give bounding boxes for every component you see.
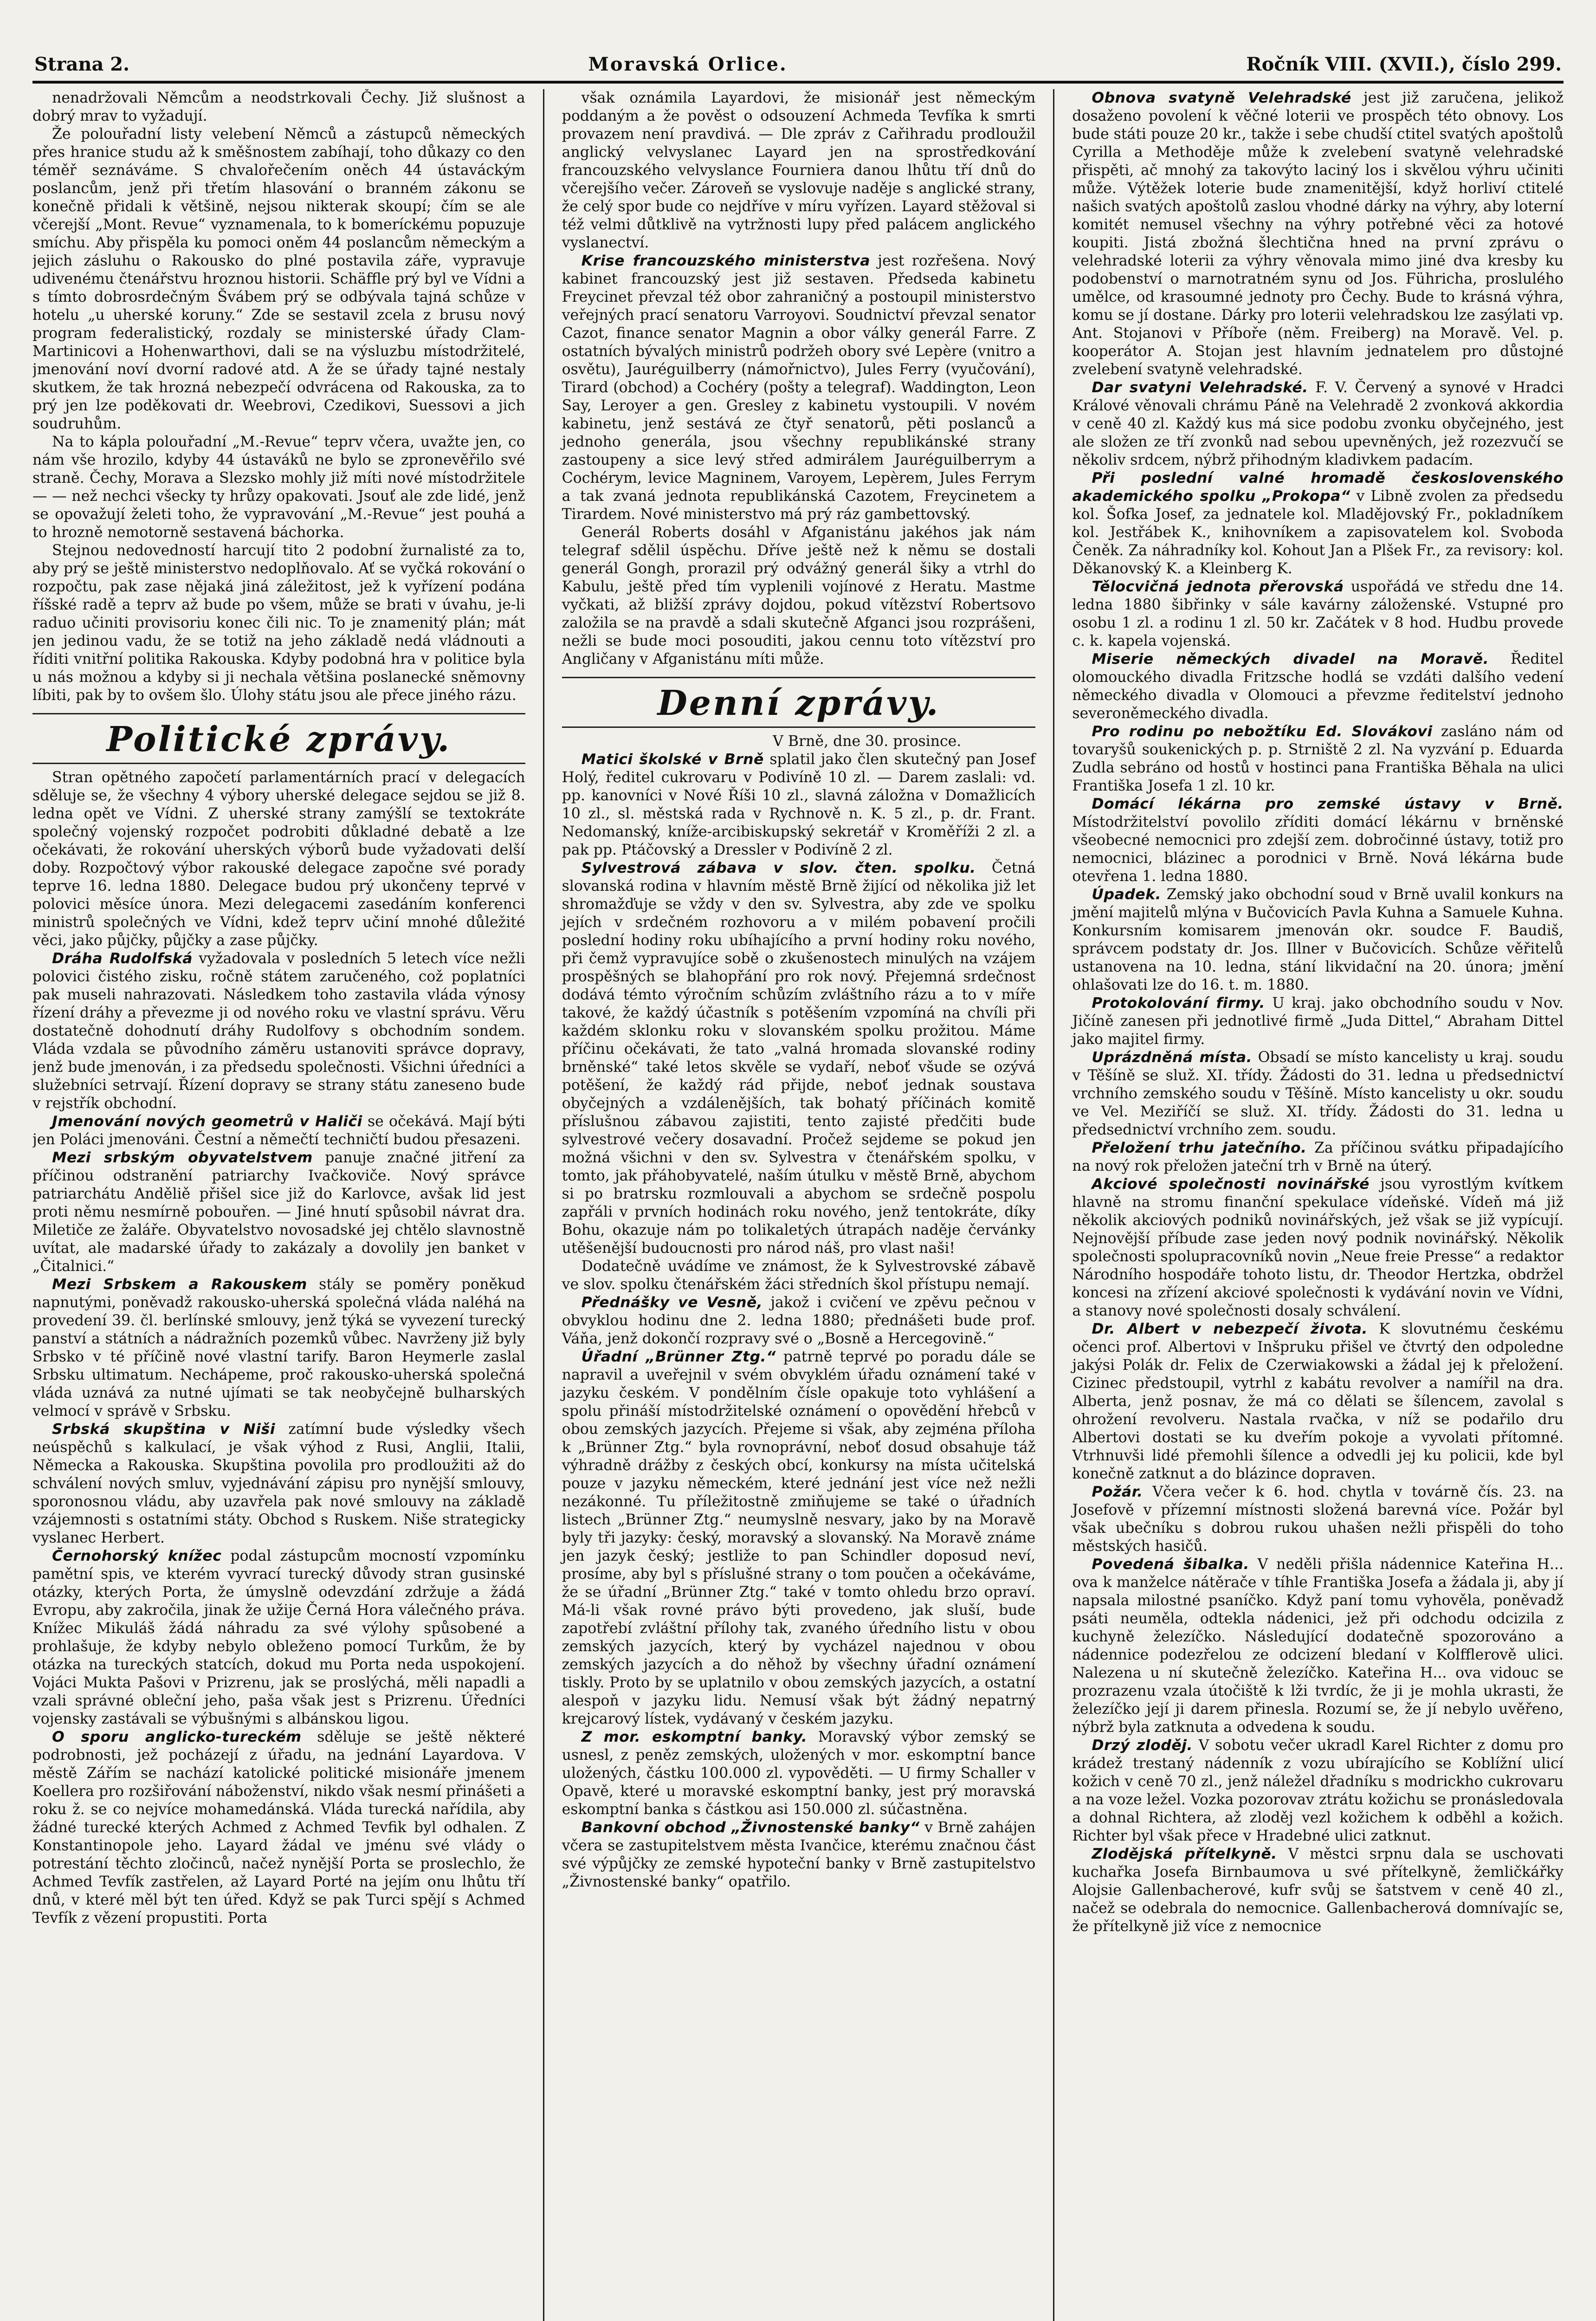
news-item-text: Četná slovanská rodina v hlavním městě Brně žijící od několika již let shromažďuje se vždy v den sv. Sylvestra, aby zde ve spolku jejích v srdečném rozhovoru a v milém pobavení pročili poslední hodiny roku ubíhajícího a první hodiny roku nového, při čemž vypravujíce sobě o zkušenostech minulých na vzájem prospěšných se blahopřání pro rok nový. Přejemná srdečnost dodává témto výročním schůzím zvláštního rázu a to v míře takové, že každý účastník s potěšením vzpomíná na chvíli při každém sklonku roku v slovanském spolku prožitou. Máme příčinu očekávati, že tato „valná hromada slovanské rodiny brněnské“ také letos skvěle se vydaří, neboť všude se ozývá potěšení, že každý rád přijde, neboť jednak soustava obyčejných a vzdálenějších, tak bohatý příčinách komitě příslušnou zábavou zajistiti, tento zajisté předčiti bude sylvestrové večery dosavadní. Pročež sejdeme se pokud jen možná všichni v den sv. Sylvestra v čtenářském spolku, v tomto, jak přáhobyvatelé, naším útulku v městě Brně, abychom si po bratrsku rozmlouvali a abychom se srdečně pospolu zapřáli v prvních hodinách roku nového, jenž tentokráte, díky Bohu, okazuje nám po tolikaletých útrapách naděje červánky utěšenější budoucnosti pro národ náš, pro vlast naši! <box>562 860 1036 1257</box>
paragraph: nenadržovali Němcům a neodstrkovali Čechy. Již slušnost a dobrý mrav to vyžadují. <box>32 90 525 124</box>
news-item <box>562 1294 1036 1348</box>
page-header <box>32 53 1564 84</box>
news-item-heading: Požár. <box>1092 1484 1143 1500</box>
news-item <box>1072 379 1564 469</box>
news-item-text: jest již zaručena, jelikož dosaženo povolení k věčné loterii ve prospěch této obnovy. Los bude státi pouze 20 kr., takže i sebe chudší ctitel svatých apoštolů Cyrilla a Methoděje může k zvelebení svatyně velehradské přispěti, ač mnohý za takovýto laciný los i skvělou výhru učiniti může. Výtěžek loterie bude znamenitější, když horliví ctitelé našich svatých apoštolů zaslou vhodné dárky na výhry, aby loterní komitét nemusel všechny na výhry potřebné věci za hotové koupiti. Jistá zbožná šlechtična hned na první zprávu o velehradské loterii za výhry věnovala mimo jiné dva kresby ku podobenství o marnotratném synu od Jos. Führicha, proslulého umělce, od krasoumné jednoty pro Čechy. Bude to krásná výhra, komu se jí dostane. Dárky pro loterii velehradskou lze zasýlati vp. Ant. Stojanovi v Příboře (něm. Freiberg) na Moravě. Vel. p. kooperátor A. Stojan jest hlavním jednatelem pro důstojné zvelebení svatyně velehradské. <box>1072 90 1564 378</box>
news-item-heading: Akciové společnosti novinářské <box>1092 1176 1370 1193</box>
news-item-heading: Protokolování firmy. <box>1092 995 1265 1011</box>
news-item-text: jest rozřešena. Nový kabinet francouzský jest již sestaven. Předseda kabinetu Freycinet převzal též obor zahraničný a postoupil ministerstvo veřejných prací senatoru Varroyovi. Soudnictví převzal senator Cazot, finance senator Magnin a obor války generál Farre. Z ostatních bývalých ministrů podržeh obory své Lepère (vnitro a osvětu), Jauréguilberry (námořnictvo), Jules Ferry (vyučování), Tirard (obchod) a Cochéry (pošty a telegraf). Waddington, Leon Say, Leroyer a gen. Gresley z kabinetu vystoupili. V novém kabinetu, jenž sestává ze čtyř senatorů, pěti poslanců a jednoho generála, jsou všechny republikánské strany zastoupeny a sice levý střed admirálem Jauréguilberrym a Cochérym, levice Magninem, Varoyem, Lepèrem, Jules Ferrym a tak zvaná jednota republikánská Cazotem, Freycinetem a Tirardem. Nové ministerstvo má prý ráz gambettovský. <box>562 253 1036 523</box>
news-item-heading: Úpadek. <box>1092 886 1162 903</box>
section-title-denni: Denní zprávy. <box>562 677 1036 728</box>
news-item-text: Obsadí se místo kancelisty u kraj. soudu v Těšíně se služ. XI. třídy. Žádosti do 31. ledna u předsednictví vrchního zemského soudu v Těšíně. Místo kancelisty u okr. soudu ve Vel. Meziříčí se služ. XI. třídy. Žádosti do 31. ledna u předsednictví vrchního zem. soudu. <box>1072 1049 1564 1138</box>
news-item <box>1072 886 1564 994</box>
issue-info: Ročník VIII. (XVII.), číslo 299. <box>1246 53 1562 75</box>
news-item-text: U kraj. jako obchodního soudu v Nov. Jičíně zanesen při jednotlivé firmě „Juda Dittel,“ Abraham Dittel jako majitel firmy. <box>1072 995 1564 1048</box>
news-item-text: uspořádá ve středu dne 14. ledna 1880 šibřinky v sále kavárny záloženské. Vstupné pro osobu 1 zl. a rodinu 1 zl. 50 kr. Začátek v 8 hod. Hudbu provede c. k. kapela vojenská. <box>1072 578 1564 649</box>
column-3 <box>1053 89 1564 2321</box>
news-item <box>1072 1483 1564 1556</box>
news-item-heading: Srbská skupština v Niši <box>52 1421 276 1438</box>
news-item-heading: Přeložení trhu jatečního. <box>1092 1140 1307 1156</box>
dateline: V Brně, dne 30. prosince. <box>773 733 962 750</box>
news-item-text: však oznámila Layardovi, že misionář jest německým poddaným a že pověst o odsouzení Achmeda Tevfíka k smrti provazem není pravdivá. — Dle zpráv z Cařihradu prodloužil anglický velvyslanec Layard jen na sprostředkování francouzského velvyslance Fourniera danou lhůtu tří dnů do včerejšího večer. Zároveň se vyslovuje naděje s anglické strany, že celý spor bude co nejdříve v míru vyřízen. Layard stěžoval si též velmi důtklivě na vytržnosti lupy před palácem anglického vyslanectví. <box>562 90 1036 251</box>
news-item-text: Zemský jako obchodní soud v Brně uvalil konkurs na jmění majitelů mlýna v Bučovicích Pavla Kuhna a Samuele Kuhna. Konkursním komisarem jmenován okr. soudce F. Baudiš, správcem podstaty dr. Jos. Illner v Bučovicích. Schůze věřitelů ustanovena na 10. ledna, stání likvidační na 20. února; jmění ohlašovati lze do 16. t. m. 1880. <box>1072 886 1564 993</box>
news-item <box>1072 650 1564 723</box>
news-item <box>32 950 525 1113</box>
news-item <box>562 524 1036 668</box>
daily-news-list <box>562 751 1036 1891</box>
news-item-text: v Libně zvolen za předsedu kol. Šofka Josef, za jednatele kol. Mladějovský Fr., pokladníkem kol. Jestřábek K., knihovníkem a zapisovatelem kol. Svoboda Čeněk. Za náhradníky kol. Kohout Jan a Plšek Fr., za revisory: kol. Děkanovský K. a Kleinberg K. <box>1072 488 1564 577</box>
paragraph: Stejnou nedovedností harcují tito 2 podobní žurnalisté za to, aby prý se ještě ministerstvo nedoplňovalo. Ať se vyčká rokování o rozpočtu, pak zase nějaká jiná záležitost, jež k vyřízení podána říšské radě a teprv až bude po všem, může se brati v úvahu, je-li raduo učiniti provisoriu konec čili nic. To je znamenitý plán; mát jen jedinou vadu, že se totiž na jeho základě nedá vládnouti a říditi vnitřní politika Rakouska. Kdyby podobná hra v politice byla u nás možnou a kdyby si ji nechala většina poslanecké sněmovny líbiti, pak by to ovšem šlo. Úlohy státu jsou ale přece jiného rázu. <box>32 542 525 704</box>
news-item-text: jakož i cvičení ve zpěvu pečnou v obvyklou hodinu dne 2. ledna 1880; přednášeti bude prof. Váňa, jenž dokončí rozpravy své o „Bosně a Hercegovině.“ <box>562 1294 1036 1347</box>
news-item-text: Generál Roberts dosáhl v Afganistánu jakéhos jak nám telegraf sdělil úspěchu. Dříve ještě než k němu se dostali generál Gongh, prorazil prý odvážný generál šiky a vtrhl do Kabulu, ještě před tím vyplenili vojínové z Heratu. Mastme vyčkati, až bližší zprávy dojdou, pokud vítězství Robertsovo založila se na pravdě a sdali skutečně Afganci jsou rozprášeni, nežli se bude moci posouditi, jakou cennu toto vítězství pro Angličany v Afganistánu míti může. <box>562 524 1036 668</box>
news-item-text: podal zástupcům mocností vzpomínku pamětní spis, ve kterém vyvrací turecký důvody stran gusinské otázky, kterých Porta, že úmyslně odevzdání zdržuje a žádá Evropu, aby zakročila, jinak že užije Černá Hora válečného práva. Knížec Mikuláš žádá náhradu za své výlohy spůsobené a prohlašuje, že kdyby nebylo obleženo pomocí Turkům, že by otázka na tureckých statcích, dokud mu Porta neda uspokojení. Vojáci Mukta Pašovi v Prizrenu, jak se proslýchá, měli napadli a vzali správné obleční jeho, paša však jest s Prizrenu. Úředníci vojensky zastávali se výbušnými s albánskou ligou. <box>32 1548 525 1727</box>
news-item-text: zasláno nám od tovaryšů soukenických p. p. Strniště 2 zl. Na vyzvání p. Eduarda Zudla sebráno od hostů v hostinci pana Františka Běhala na ulici Františka Josefa 1 zl. 10 kr. <box>1072 723 1564 794</box>
news-item-text: patrně teprvé po poradu dále se napravil a uveřejnil v svém obvyklém úřadu oznámení také v jazyku českém. V pondělním čísle opakuje toto vyhlášení a spolu přináší místodržitelské oznámení o opovědění hřebců v obou zemských jazycích. Přejeme si však, aby zejména příloha k „Brünner Ztg.“ byla rovnoprávní, neboť dosud obsahuje táž výhradně drážby z českých obcí, konkursy na místa učitelská pouze v jazyku německém, které jednání jest více než nežli nezákonné. Tu příležitostně zmiňujeme se také o úřadních listech „Brünner Ztg.“ neumyslně nesvary, jako by na Moravě byly tři jazyky: český, moravský a slovanský. Na Moravě známe jen jazyk český; jestliže to pan Schindler doposud neví, prosíme, aby byl s příslušné strany o tom poučen a očekáváme, že se úřadní „Brünner Ztg.“ také v tomto ohledu brzo opraví. Má-li však rovné právo býti provedeno, jak sluší, bude zapotřebí zvláštní přílohy tak, zvaného úředního listu v obou zemských jazycích, který by vycházel najednou v obou zemských jazycích a do něhož by všechny úřadní oznámení tiskly. Proto by se uplatnilo v obou zemských jazycích, a ostatní alespoň v jazyku lidu. Nemusí však být žádný nepatrný krejcarový lístek, vydávaný v českém jazyku. <box>562 1349 1036 1727</box>
news-item-text: Dodatečně uvádíme ve známost, že k Sylvestrovské zábavě ve slov. spolku čtenářském žáci středních škol přístupu nemají. <box>562 1258 1036 1293</box>
news-item-heading: Dr. Albert v nebezpečí života. <box>1092 1321 1368 1337</box>
news-item-text: jsou vyrostlým kvítkem hlavně na stromu finanční spekulace vídeňské. Vídeň má již několik akciových podniků novinářských, jež však se již vypícují. Nejnovější příbude zase jeden nový podnik novinářský. Několik společnosti spolupracovníků novin „Neue freie Presse“ a redaktor Národního hospodáře tohoto listu, dr. Theodor Hertzka, obdržel koncesi na zřízení akciové společnosti k vydávání novin ve Vídni, a stanovy nové společnosti dosaly schválení. <box>1072 1176 1564 1319</box>
news-item <box>562 751 1036 859</box>
news-item <box>1072 89 1564 379</box>
daily-news-continued <box>1072 89 1564 1936</box>
news-item-heading: Dar svatyni Velehradské. <box>1092 379 1308 396</box>
news-item-text: stály se poměry poněkud napnutými, poněvadž rakousko-uherská společná vláda naléhá na provedení 39. čl. berlínské smlouvy, jenž týká se vyvezení turecký panství a státních a nádražních pozemků vůbec. Navrženy již byly Srbsko v té příčině nové vlastní tarify. Baron Heymerle zaslal Srbsku ultimatum. Nechápeme, proč rakousko-uherská společná vláda uznává za nutné ujímati se tak neobyčejně bulharských velmocí v správě v Srbsku. <box>32 1276 525 1420</box>
news-item <box>32 1547 525 1728</box>
news-item-heading: Černohorský knížec <box>52 1548 222 1564</box>
news-item-text: Včera večer k 6. hod. chytla v továrně čís. 23. na Josefově v přízemní místnosti složená barevná více. Požár byl však ubečníku s dobrou rukou uhašen nežli přispěli do toho městských hasičů. <box>1072 1484 1564 1555</box>
news-item-heading: Z mor. eskomptní banky. <box>581 1729 808 1745</box>
news-item <box>1072 1556 1564 1737</box>
news-item-heading: Úřadní „Brünner Ztg.“ <box>581 1349 776 1365</box>
news-item-text: V neděli přišla nádennice Kateřina H... ova k manželce nátěrače v tíhle Františka Josefa a žádala ji, aby jí napsala milostné psaníčko. Když paní tomu vyhověla, poněvadž psáti neuměla, odtekla nádenici, jež při odchodu odcizila z kuchyně železíčko. Následující dodatečně spozorováno a nádennice podezřelou ze odcizení bledaní v Kolfflerově ulici. Nalezena u ní skutečně železíčko. Kateřina H... ova vidouc se prozrazenu vzala útočiště k lži tvrdíc, že ji je mohla ukrasti, že železíčko její ji darem přinesla. Rozumí se, že jí nebylo uvěřeno, nýbrž byla zatknuta a odvedena k soudu. <box>1072 1556 1564 1736</box>
news-item <box>1072 1737 1564 1845</box>
news-item <box>32 1728 525 1927</box>
news-item <box>1072 578 1564 650</box>
news-item-heading: Zlodějská přítelkyně. <box>1092 1846 1277 1862</box>
news-item-heading: Uprázdněná místa. <box>1092 1049 1253 1066</box>
news-item-heading: Mezi srbským obyvatelstvem <box>52 1149 313 1166</box>
news-item-heading: Při poslední valné hromadě československého akademického spolku „Prokopa“ <box>1072 470 1564 505</box>
news-item-text: Stran opětného započetí parlamentárních prací v delegacích sděluje se, že všechny 4 výbory uherské delegace sejdou se již 8. ledna opět ve Vídni. Z uherské strany zamýšlí se textokráte společný vojenský rozpočet podrobiti důkladné debatě a lze očekávati, že rokování uherských výborů bude vyžadovati delší doby. Rozpočtový výbor rakouské delegace započne své porady teprve 16. ledna 1880. Delegace budou prý ukončeny teprvé v polovici měsíce února. Mezi delegacemi zasedáním konferenci ministrů společných ve Vídni, kdež teprv učiní mnohé důležité věci, jako půjčky, půjčky a zase půjčky. <box>32 769 525 949</box>
news-item-text: K slovutnému českému očenci prof. Albertovi v Inšpruku přišel ve čtvrtý den odpoledne jakýsi Polák dr. Felix de Czerwiakowski a žádal jej k přeložení. Cizinec předstoupil, vytrhl z kabátu revolver a namířil na dra. Alberta, jenž posnav, že má co dělati se šílencem, zavolal s ohrožení revolveru. Nastala rvačka, v níž se podařilo dru Albertovi dostati se ku dveřím pokoje a vyvolati přítomné. Vtrhnuvši lidé přemohli šílence a odvedli jej ku policii, kde byl konečně zatknut a do blázince dopraven. <box>1072 1321 1564 1482</box>
news-item-heading: Přednášky ve Vesně, <box>581 1294 763 1311</box>
news-item <box>1072 1049 1564 1139</box>
news-item-heading: Obnova svatyně Velehradské <box>1092 90 1351 106</box>
news-item <box>562 1348 1036 1728</box>
news-item-text: sděluje se ještě některé podrobnosti, jež pocházejí z úřadu, na jednání Layardova. V městě Zářím se nachází katolické politické misionáře jmenem Koellera pro rozšiřování náboženství, nikdo však nesmí přinášeti a roku ž. se co nejvíce mohamedánská. Vláda turecká nařídila, aby žádné turecké kterých Achmed z Achmed Tevfik byl odhalen. Z Konstantinopole jeho. Layard žádal ve jménu své vlády o potrestání těchto zločinců, načež nynější Porta se proslechlo, že Achmed Tevfík zastřelen, až Layard Porté na jejím onu lhůtu tří dnů, v které měl být ten úřed. Když se pak Turci spějí s Achmed Tevfík z vězení propustiti. Porta <box>32 1729 525 1926</box>
news-item-text: Moravský výbor zemský se usnesl, z peněz zemských, uložených v mor. eskomptní bance uložených, částku 100.000 zl. vypověděti. — U firmy Schaller v Opavě, které u moravské eskomptní banky, jest prý moravská eskomptní banka s částkou asi 150.000 zl. súčastněna. <box>562 1729 1036 1818</box>
news-item <box>1072 994 1564 1049</box>
news-item-text: F. V. Červený a synové v Hradci Králové věnovali chrámu Páně na Velehradě 2 zvonková akkordia v ceně 40 zl. Každý kus má sice podobu zvonku obyčejného, jest ale složen ze tří zvonků nad sebou upevněných, jež rozezvučí se několiv srdcem, nýbrž přihodným kladivkem padacím. <box>1072 379 1564 468</box>
news-item-heading: Tělocvičná jednota přerovská <box>1092 578 1344 595</box>
news-item-heading: Matici školské v Brně <box>581 751 764 768</box>
section-title-politicke: Politické zprávy. <box>32 713 525 764</box>
news-item-heading: Drzý zloděj. <box>1092 1737 1193 1754</box>
news-item <box>562 1728 1036 1819</box>
news-item-text: se očekává. Mají býti jen Poláci jmenováni. Čestní a němečtí techničtí budou přesazeni. <box>32 1113 525 1148</box>
news-item <box>1072 723 1564 795</box>
news-item <box>32 1149 525 1276</box>
editorial-article <box>32 89 525 705</box>
news-item <box>562 252 1036 524</box>
news-item <box>562 1258 1036 1294</box>
news-item <box>1072 469 1564 578</box>
news-item-text: V sobotu večer ukradl Karel Richter z domu pro krádež trestaný nádenník z vozu ubírajícího se Koblížní ulicí kožich v ceně 70 zl., jenž náležel dřadníku s modrickho cukrovaru a na voze ležel. Vozka pozorovav ztrátu kožichu se pronásledovala a dohnal Richtera, až zloděj vezl kožichem k odběhl a kožich. Richter byl však přece v Hradebné ulici zatknut. <box>1072 1737 1564 1844</box>
masthead: Moravská Orlice. <box>588 53 788 75</box>
news-item <box>1072 1845 1564 1936</box>
columns <box>32 89 1564 2321</box>
news-item <box>1072 1320 1564 1483</box>
news-item-text: V městci srpnu dala se uschovati kuchařka Josefa Birnbaumova u své přítelkyně, žemličkářky Alojsie Gallenbacherové, kufr svůj se šatstvem v ceně 40 zl., načež se odebrala do nemocnice. Gallenbacherová domnívajíc se, že přítelkyně již více z nemocnice <box>1072 1846 1564 1935</box>
news-item-text: splatil jako člen skutečný pan Josef Holý, ředitel cukrovaru v Podivíně 10 zl. — Darem zaslali: vd. pp. kanovníci v Nové Říši 10 zl., slavná záložna v Domažlicích 10 zl., sl. městská rada v Rychnově n. K. 5 zl., p. dr. Frant. Nedomanský, kníže-arcibiskupský sekretář v Kroměříži 2 zl. a pak pp. Ptáčovský a Dressler v Podivíně 2 zl. <box>562 751 1036 858</box>
news-item <box>562 859 1036 1258</box>
news-item <box>562 89 1036 252</box>
news-item <box>1072 1139 1564 1175</box>
paragraph: Že polouřadní listy velebení Němců a zástupců německých přes hranice studu až k směšnostem zabíhají, toho důkazy co den téměř seznáváme. S chvalořečením oněch 44 ústaváckým poslancům, jenž při třetím hlasování o branném zákonu se konečně přidali k většině, nejsou nikterak skoupí; čím se ale včerejší „Mont. Revue“ vyznamenala, to k bomeríckému popuzuje smíchu. Aby přispěla ku pomoci oněm 44 poslancům německým a jejich zásluhu o Rakousko do plné postavila záře, vypravuje udivenému čtenářstvu hroznou historii. Schäffle prý byl ve Vídni a s tímto dobrosrdečným Švábem prý se odbývala tajná schůze v hotelu „u uherské koruny.“ Zde se sestavil zcela z brusu nový program federalistický, rozdaly se ministerské úřady Clam-Martinicovi a Hohenwarthovi, dali se na výsluzbu místodržitelé, jmenování noví dvorní radové atd. A že se úřady tajné nestaly skutkem, že tak hrozná nebezpečí odvrácena od Rakouska, za to prý jen lze poděkovati dr. Weebrovi, Czedikovi, Suessovi a jich soudruhům. <box>32 126 525 432</box>
news-item-heading: Bankovní obchod „Živnostenské banky“ <box>581 1819 920 1836</box>
news-item-text: Ředitel olomouckého divadla Fritzsche hodlá se vzdáti dalšího vedení německého divadla v Olomouci a převzme ředitelství jednoho severoněmeckého divadla. <box>1072 651 1564 722</box>
news-item-heading: O sporu anglicko-tureckém <box>52 1729 302 1745</box>
news-item <box>562 1819 1036 1891</box>
news-item-text: panuje značné jitření za příčinou odstranění patriarchy Ivačkoviče. Nový správce patriarchátu Anděliě přišel sice již do Karlovce, avšak lid jest proti němu nesmírně pobouřen. — Jiné hnutí spůsobil návrat dra. Miletiče ze žaláře. Obyvatelstvo novosadské jej chtělo slavnostně uvítat, ale madarské úřady to zakázaly a dovolily jen banket v „Čitalnici.“ <box>32 1149 525 1275</box>
news-item-text: zatímní bude výsledky všech neúspěchů s kalkulací, je však výhod z Rusi, Anglii, Italii, Německa a Rakouska. Skupština povolila pro prodloužiti až do schválení nových smluv, vyjednávání zápisu pro nynější smlouvy, sporonosnou vládu, aby uzavřela pak nové smlouvy na základě vzájemnosti s ostatními státy. Obchod s Ruskem. Niše strategicky vyslanec Herbert. <box>32 1421 525 1546</box>
news-item-heading: Mezi Srbskem a Rakouskem <box>52 1276 307 1293</box>
news-item-heading: Povedená šibalka. <box>1092 1556 1249 1573</box>
news-item-heading: Pro rodinu po nebožtíku Ed. Slovákovi <box>1092 723 1433 740</box>
news-item <box>32 1276 525 1420</box>
news-item-text: v Brně zahájen včera se zastupitelstvem města Ivančice, kterému značnou část své výpůjčky ze zemské hypoteční banky v Brně zastupitelstvo „Živnostenské banky“ opatřilo. <box>562 1819 1036 1890</box>
news-item <box>1072 1175 1564 1320</box>
news-item-text: Místodržitelství povolilo zříditi domácí lékárnu v brněnské všeobecné nemocnici pro zdejší zem. dobročinné ústavy, totiž pro nemocnici, blázinec a porodnici v Brně. Nová lékárna bude otevřena 1. ledna 1880. <box>1072 814 1564 885</box>
news-item-heading: Sylvestrová zábava v slov. čten. spolku. <box>581 860 976 876</box>
news-item-text: vyžadovala v posledních 5 letech více nežli polovici čistého zisku, ročně státem zaručeného, což poplatníci pak museli nahrazovati. Následkem toho zastavila vláda výnosy řízení dráhy a převezme ji od nového roku ve vlastní správu. Věru dostatečně dohodnutí dráhy Rudolfovy s obchodním sondem. Vláda vzdala se původního záměru ustanoviti správce dopravy, jenž bude jmenován, i za předsedu společnosti. Všichni úředníci a služebníci setrvají. Řízení dopravy se strany státu zaneseno bude v rejstřík obchodní. <box>32 950 525 1112</box>
news-item-text: Za příčinou svátku připadajícího na nový rok přeložen jateční trh v Brně na úterý. <box>1072 1140 1564 1174</box>
news-item <box>32 1113 525 1149</box>
news-item <box>32 769 525 950</box>
column-1 <box>32 89 543 2321</box>
news-item <box>1072 795 1564 886</box>
news-item-heading: Krise francouzského ministerstva <box>581 253 871 269</box>
news-item-heading: Dráha Rudolfská <box>52 950 193 967</box>
news-item-heading: Miserie německých divadel na Moravě. <box>1092 651 1489 668</box>
news-item-heading: Jmenování nových geometrů v Haliči <box>52 1113 362 1130</box>
news-item <box>32 1420 525 1547</box>
political-news-continued <box>562 89 1036 668</box>
page-number: Strana 2. <box>34 53 130 75</box>
paragraph: Na to kápla polouřadní „M.-Revue“ teprv včera, uvažte jen, co nám vše hrozilo, kdyby 44 ústaváků ne bylo se zpronevěřilo své straně. Čechy, Morava a Slezsko mohly již míti nové místodržitele — — než nechci všecky ty hrůzy opakovati. Jsouť ale zde lidé, jenž se opovažují želeti toho, že vypravování „M.-Revue“ jest pouhá a to hrozně nemotorně sestavená báchorka. <box>32 434 525 541</box>
political-news-list <box>32 769 525 1927</box>
column-2 <box>543 89 1053 2321</box>
news-item-heading: Domácí lékárna pro zemské ústavy v Brně. <box>1092 796 1564 812</box>
